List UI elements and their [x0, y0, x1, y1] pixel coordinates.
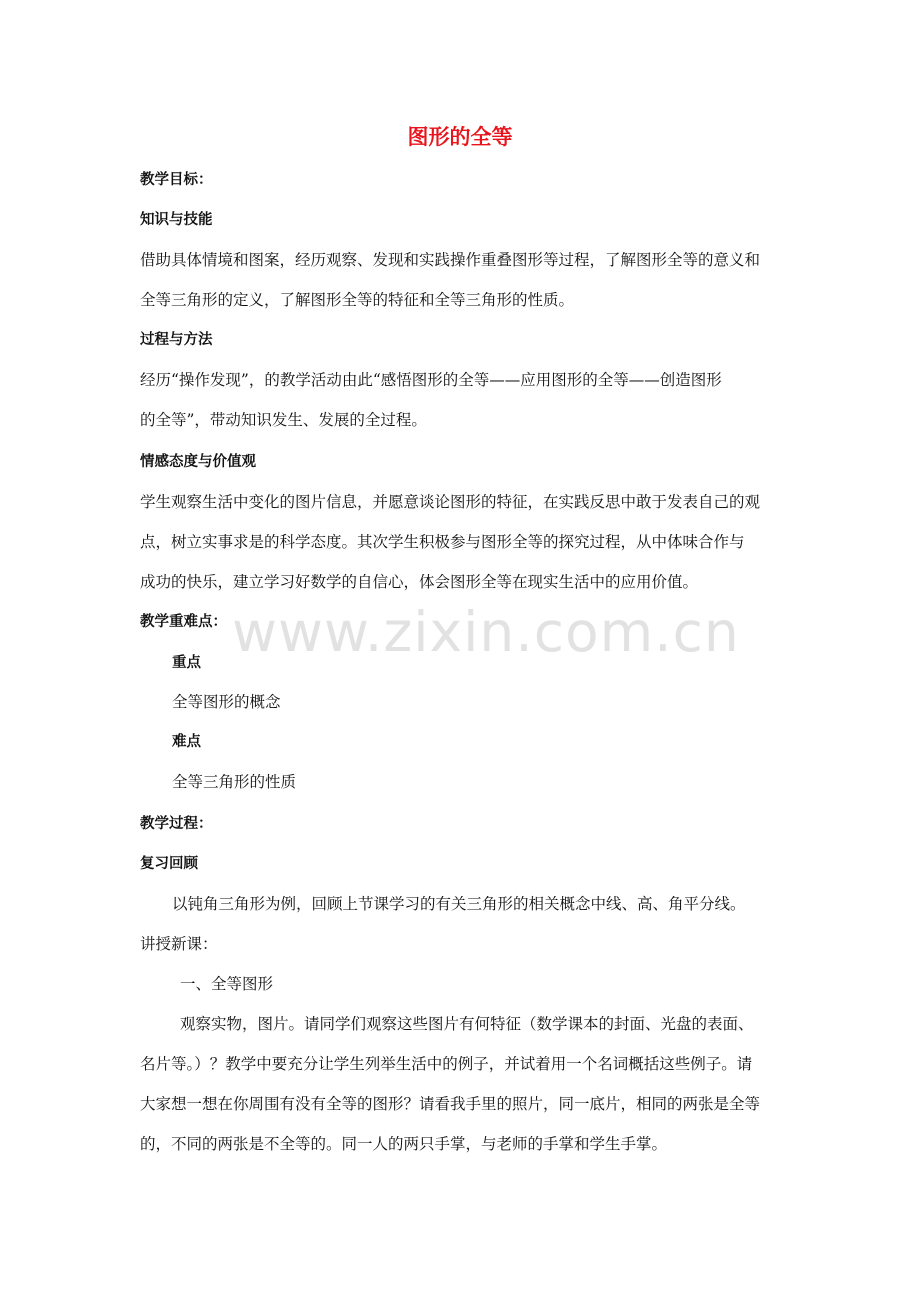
paragraph-line: 全等三角形的定义，了解图形全等的特征和全等三角形的性质。 — [140, 291, 575, 309]
subheading-difficult-point: 难点 — [172, 734, 201, 750]
paragraph-line: 的全等”，带动知识发生、发展的全过程。 — [140, 411, 427, 429]
paragraph-line: 学生观察生活中变化的图片信息，并愿意谈论图形的特征，在实践反思中敢于发表自己的观 — [140, 493, 761, 511]
heading-process-method: 过程与方法 — [140, 332, 213, 348]
paragraph-line: 观察实物，图片。请同学们观察这些图片有何特征（数学课本的封面、光盘的表面、 — [180, 1015, 754, 1033]
paragraph-line: 全等三角形的性质 — [172, 773, 297, 791]
heading-key-difficult-points: 教学重难点： — [140, 614, 227, 630]
section-heading-congruent-figures: 一、全等图形 — [180, 975, 274, 993]
paragraph-line: 借助具体情境和图案，经历观察、发现和实践操作重叠图形等过程，了解图形全等的意义和 — [140, 251, 761, 269]
paragraph-line: 点，树立实事求是的科学态度。其次学生积极参与图形全等的探究过程，从中体味合作与 — [140, 533, 745, 551]
heading-review: 复习回顾 — [140, 856, 198, 872]
heading-teaching-goals: 教学目标： — [140, 172, 213, 188]
paragraph-line: 的，不同的两张是不全等的。同一人的两只手掌，与老师的手掌和学生手掌。 — [140, 1135, 668, 1153]
page-title: 图形的全等 — [407, 125, 513, 149]
paragraph-line: 全等图形的概念 — [172, 693, 281, 711]
heading-attitude-values: 情感态度与价值观 — [140, 454, 256, 470]
watermark: www.zixin.com.cn — [232, 600, 740, 664]
heading-teaching-process: 教学过程： — [140, 816, 213, 832]
paragraph-line: 名片等。）？教学中要充分让学生列举生活中的例子，并试着用一个名词概括这些例子。请 — [140, 1055, 753, 1073]
heading-knowledge-skills: 知识与技能 — [140, 212, 213, 228]
paragraph-line: 成功的快乐，建立学习好数学的自信心，体会图形全等在现实生活中的应用价值。 — [140, 573, 699, 591]
paragraph-line: 以钝角三角形为例，回顾上节课学习的有关三角形的相关概念中线、高、角平分线。 — [172, 895, 746, 913]
subheading-key-point: 重点 — [172, 655, 201, 671]
paragraph-line: 大家想一想在你周围有没有全等的图形？请看我手里的照片，同一底片，相同的两张是全等 — [140, 1095, 761, 1113]
paragraph-line: 经历“操作发现”，的教学活动由此“感悟图形的全等——应用图形的全等——创造图形 — [140, 371, 722, 389]
paragraph-line: 讲授新课： — [140, 935, 218, 953]
